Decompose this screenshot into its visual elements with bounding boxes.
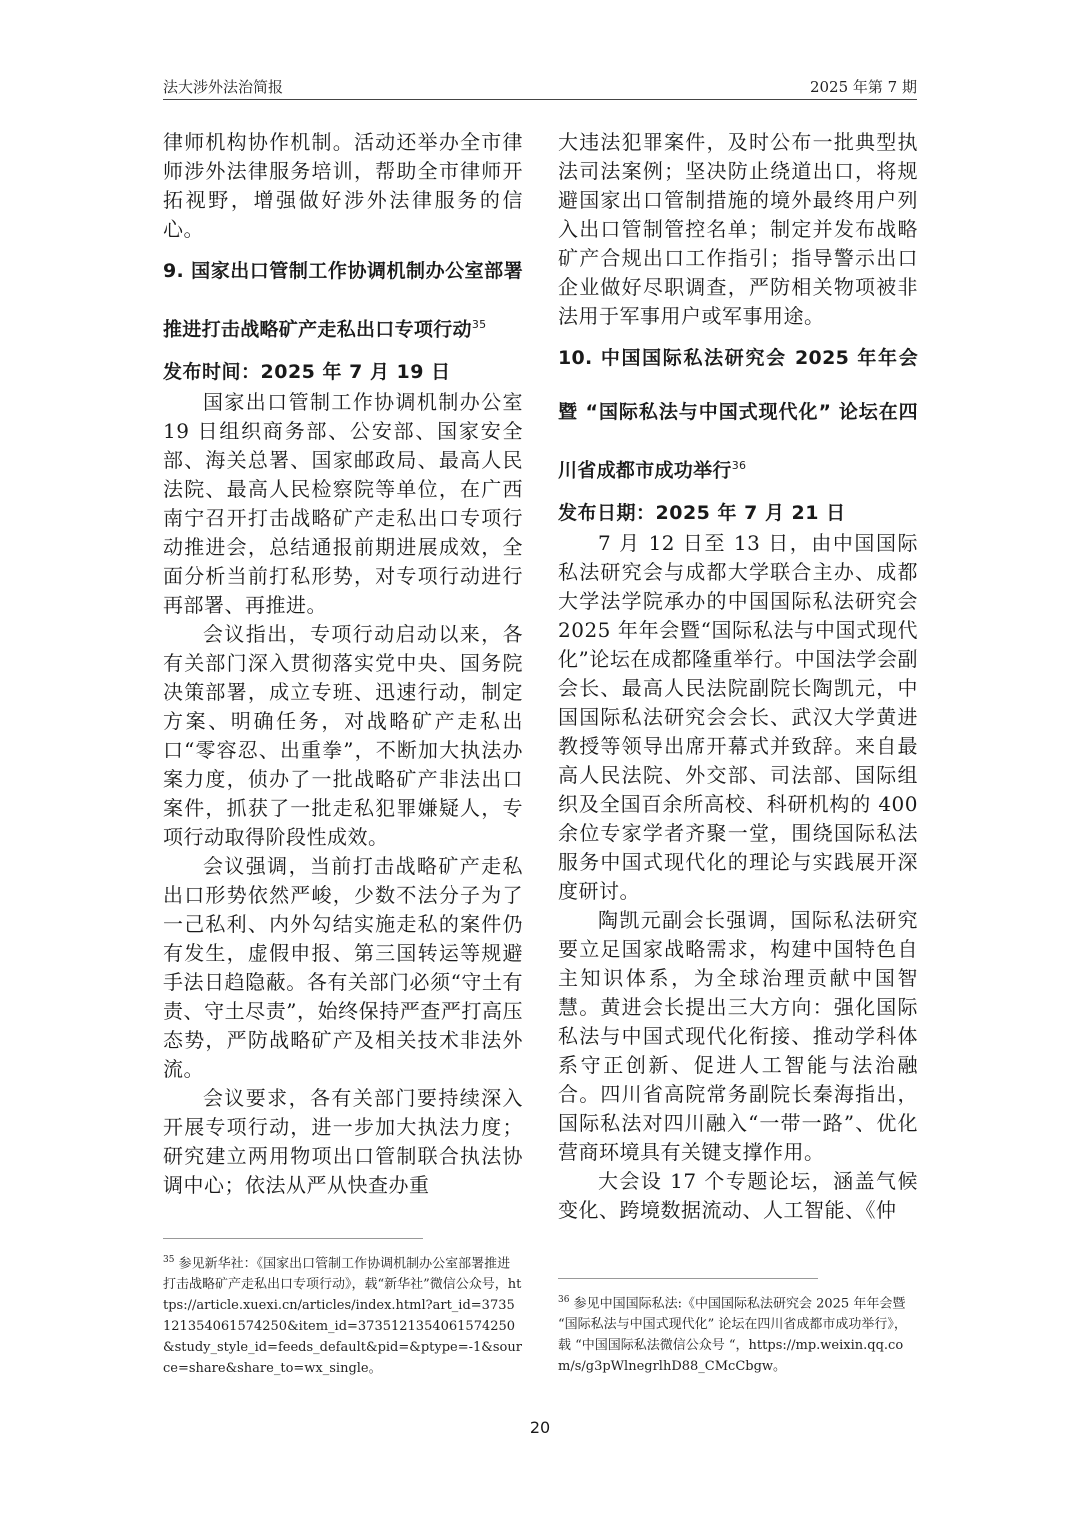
footnote-ref[interactable]: 36 bbox=[731, 459, 747, 472]
heading-text: 10. 中国国际私法研究会 2025 年年会暨 “国际私法与中国式现代化” 论坛在四川省成都市成功举行 bbox=[558, 347, 918, 482]
footnote-number: 36 bbox=[558, 1295, 570, 1305]
paragraph: 国家出口管制工作协调机制办公室 19 日组织商务部、公安部、国家安全部、海关总署、国家邮政局、最高人民法院、最高人民检察院等单位，在广西南宁召开打击战略矿产走私出口专项行动推进会，总结通报前期进展成效，全面分析当前打私形势，对专项行动进行再部署、再推进。 bbox=[163, 390, 523, 618]
footnote-36 bbox=[558, 1290, 918, 1377]
paragraph: 会议强调，当前打击战略矿产走私出口形势依然严峻，少数不法分子为了一己私利、内外勾结实施走私的案件仍有发生，虚假申报、第三国转运等规避手法日趋隐蔽。各有关部门必须“守土有责、守土尽责”，始终保持严查严打高压态势，严防战略矿产及相关技术非法外流。 bbox=[163, 854, 523, 1082]
issue-number: 2025 年第 7 期 bbox=[809, 78, 917, 96]
page-header bbox=[163, 76, 917, 98]
footnote-35 bbox=[163, 1250, 523, 1379]
footnote-divider bbox=[558, 1278, 818, 1279]
publish-date: 发布日期：2025 年 7 月 21 日 bbox=[558, 502, 846, 525]
left-column bbox=[163, 128, 523, 1200]
paragraph: 会议指出，专项行动启动以来，各有关部门深入贯彻落实党中央、国务院决策部署，成立专班、迅速行动，制定方案、明确任务，对战略矿产走私出口“零容忍、出重拳”，不断加大执法办案力度，侦办了一批战略矿产非法出口案件，抓获了一批走私犯罪嫌疑人，专项行动取得阶段性成效。 bbox=[163, 622, 523, 850]
right-column bbox=[558, 128, 918, 1225]
paragraph: 7 月 12 日至 13 日，由中国国际私法研究会与成都大学联合主办、成都大学法学院承办的中国国际私法研究会 2025 年年会暨“国际私法与中国式现代化”论坛在成都隆重举行。中国法学会副会长、最高人民法院副院长陶凯元，中国国际私法研究会会长、武汉大学黄进教授等领导出席开幕式并致辞。来自最高人民法院、外交部、司法部、国际组织及全国百余所高校、科研机构的 400 余位专家学者齐聚一堂，围绕国际私法服务中国式现代化的理论与实践展开深度研讨。 bbox=[558, 531, 918, 904]
paragraph: 会议要求，各有关部门要持续深入开展专项行动，进一步加大执法力度；研究建立两用物项出口管制联合执法协调中心；依法从严从快查办重 bbox=[163, 1086, 523, 1198]
page-number: 20 bbox=[529, 1418, 551, 1437]
header-divider bbox=[163, 99, 917, 100]
publication-title: 法大涉外法治简报 bbox=[163, 78, 284, 96]
section-heading-9 bbox=[163, 244, 523, 356]
heading-text: 9. 国家出口管制工作协调机制办公室部署推进打击战略矿产走私出口专项行动 bbox=[163, 260, 523, 341]
section-heading-10 bbox=[558, 331, 918, 497]
paragraph: 陶凯元副会长强调，国际私法研究要立足国家战略需求，构建中国特色自主知识体系，为全球治理贡献中国智慧。黄进会长提出三大方向：强化国际私法与中国式现代化衔接、推动学科体系守正创新、促进人工智能与法治融合。四川省高院常务副院长秦海指出，国际私法对四川融入“一带一路”、优化营商环境具有关键支撑作用。 bbox=[558, 908, 918, 1165]
footnote-ref[interactable]: 35 bbox=[471, 318, 487, 331]
paragraph: 大会设 17 个专题论坛，涵盖气候变化、跨境数据流动、人工智能、《仲 bbox=[558, 1169, 918, 1223]
footnote-divider bbox=[163, 1238, 423, 1239]
paragraph: 大违法犯罪案件，及时公布一批典型执法司法案例；坚决防止绕道出口，将规避国家出口管制措施的境外最终用户列入出口管制管控名单；制定并发布战略矿产合规出口工作指引；指导警示出口企业做好尽职调查，严防相关物项被非法用于军事用户或军事用途。 bbox=[558, 130, 918, 328]
footnote-number: 35 bbox=[163, 1255, 175, 1265]
publish-date: 发布时间：2025 年 7 月 19 日 bbox=[163, 361, 451, 384]
footnote-text: 参见中国国际私法:《中国国际私法研究会 2025 年年会暨 “国际私法与中国式现代化” 论坛在四川省成都市成功举行》，载 “中国国际私法微信公众号 “，https://mp.weixin.qq.com/s/g3pWlnegrlhD88_CMcCbgw。 bbox=[558, 1296, 907, 1375]
footnote-text: 参见新华社：《国家出口管制工作协调机制办公室部署推进打击战略矿产走私出口专项行动》，载“新华社”微信公众号，https://article.xuexi.cn/articles/index.html?art_id=3735121354061574250&item_id=3735121354061574250&study_style_id=feeds_default&pid=&ptype=-1&source=share&share_to=wx_single。 bbox=[163, 1256, 522, 1377]
paragraph: 律师机构协作机制。活动还举办全市律师涉外法律服务培训，帮助全市律师开拓视野，增强做好涉外法律服务的信心。 bbox=[163, 130, 523, 241]
